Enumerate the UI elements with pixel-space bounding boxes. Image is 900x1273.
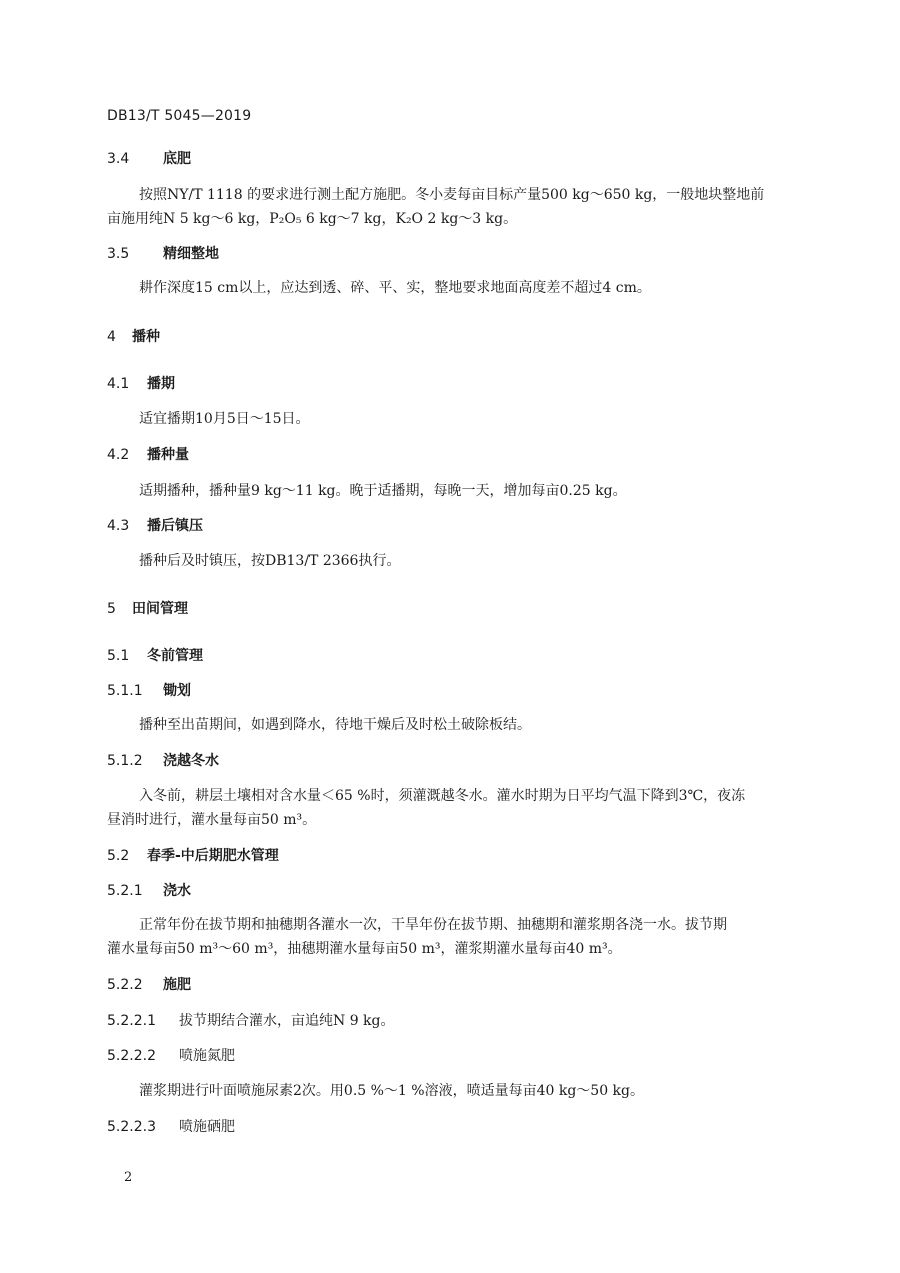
section-number: 4 [107,329,116,345]
paragraph-4-3: 播种后及时镇压，按DB13/T 2366执行。 [139,553,401,569]
heading-5-2-1 [107,880,191,900]
section-number: 5.2.2 [107,977,143,993]
section-title: 播种量 [147,447,189,463]
page-number: 2 [124,1170,133,1185]
paragraph-5-2-1-line-1: 正常年份在拔节期和抽穗期各灌水一次，干旱年份在拔节期、抽穗期和灌浆期各浇一水。拔节期 [139,917,727,933]
heading-5-2 [107,845,279,865]
heading-3-4 [107,148,191,168]
section-title: 播种 [132,329,160,345]
section-number: 5.2.1 [107,883,143,899]
section-number: 5.2 [107,848,130,864]
paragraph-3-4-line-2: 亩施用纯N 5 kg～6 kg，P₂O₅ 6 kg～7 kg，K₂O 2 kg～3 kg。 [107,211,518,227]
section-title: 喷施氮肥 [179,1048,235,1064]
section-title: 田间管理 [132,601,188,617]
section-number: 4.1 [107,376,130,392]
heading-3-5 [107,243,219,263]
section-title: 浇水 [163,883,191,899]
heading-5-1 [107,645,203,665]
paragraph-4-1: 适宜播期10月5日～15日。 [139,411,310,427]
section-title: 喷施硒肥 [179,1119,235,1135]
section-title: 锄划 [163,683,191,699]
heading-4-3 [107,515,203,535]
section-title: 精细整地 [163,246,219,262]
paragraph-3-5: 耕作深度15 cm以上，应达到透、碎、平、实，整地要求地面高度差不超过4 cm。 [139,280,651,296]
paragraph-5-1-2-line-1: 入冬前，耕层土壤相对含水量＜65 %时，须灌溉越冬水。灌水时期为日平均气温下降到3℃，夜冻 [139,788,746,804]
paragraph-3-4-line-1: 按照NY/T 1118 的要求进行测土配方施肥。冬小麦每亩目标产量500 kg～650 kg，一般地块整地前 [139,187,765,203]
section-title: 冬前管理 [147,648,203,664]
section-number: 5.1.2 [107,753,143,769]
heading-5-1-1 [107,680,191,700]
section-number: 5.2.2.3 [107,1119,156,1135]
section-title: 底肥 [163,151,191,167]
section-number: 5.1.1 [107,683,143,699]
paragraph-5-1-2-line-2: 昼消时进行，灌水量每亩50 m³。 [107,812,317,828]
heading-4-2 [107,444,189,464]
heading-5-2-2-2 [107,1045,235,1065]
heading-5-1-2 [107,750,219,770]
section-number: 3.4 [107,151,130,167]
section-title: 浇越冬水 [163,753,219,769]
paragraph-5-2-1-line-2: 灌水量每亩50 m³～60 m³，抽穗期灌水量每亩50 m³，灌浆期灌水量每亩40 m³。 [107,941,622,957]
heading-5-2-2-3 [107,1116,235,1136]
heading-5-2-2 [107,974,191,994]
section-number: 5.2.2.1 [107,1013,156,1029]
paragraph-4-2: 适期播种，播种量9 kg～11 kg。晚于适播期，每晚一天，增加每亩0.25 kg。 [139,483,627,499]
section-title: 播期 [147,376,175,392]
section-title: 施肥 [163,977,191,993]
section-number: 4.2 [107,447,130,463]
section-number: 3.5 [107,246,130,262]
section-number: 5.1 [107,648,130,664]
heading-5 [107,598,188,618]
clause-text: 拔节期结合灌水，亩追纯N 9 kg。 [179,1013,395,1029]
clause-5-2-2-1 [107,1010,395,1030]
heading-4 [107,326,160,346]
section-title: 春季-中后期肥水管理 [147,848,279,864]
paragraph-5-1-1: 播种至出苗期间，如遇到降水，待地干燥后及时松土破除板结。 [139,717,531,733]
document-id-header: DB13/T 5045—2019 [107,108,252,124]
section-number: 4.3 [107,518,130,534]
paragraph-5-2-2-2: 灌浆期进行叶面喷施尿素2次。用0.5 %～1 %溶液，喷适量每亩40 kg～50 kg。 [139,1083,645,1099]
section-title: 播后镇压 [147,518,203,534]
section-number: 5 [107,601,116,617]
heading-4-1 [107,373,175,393]
section-number: 5.2.2.2 [107,1048,156,1064]
